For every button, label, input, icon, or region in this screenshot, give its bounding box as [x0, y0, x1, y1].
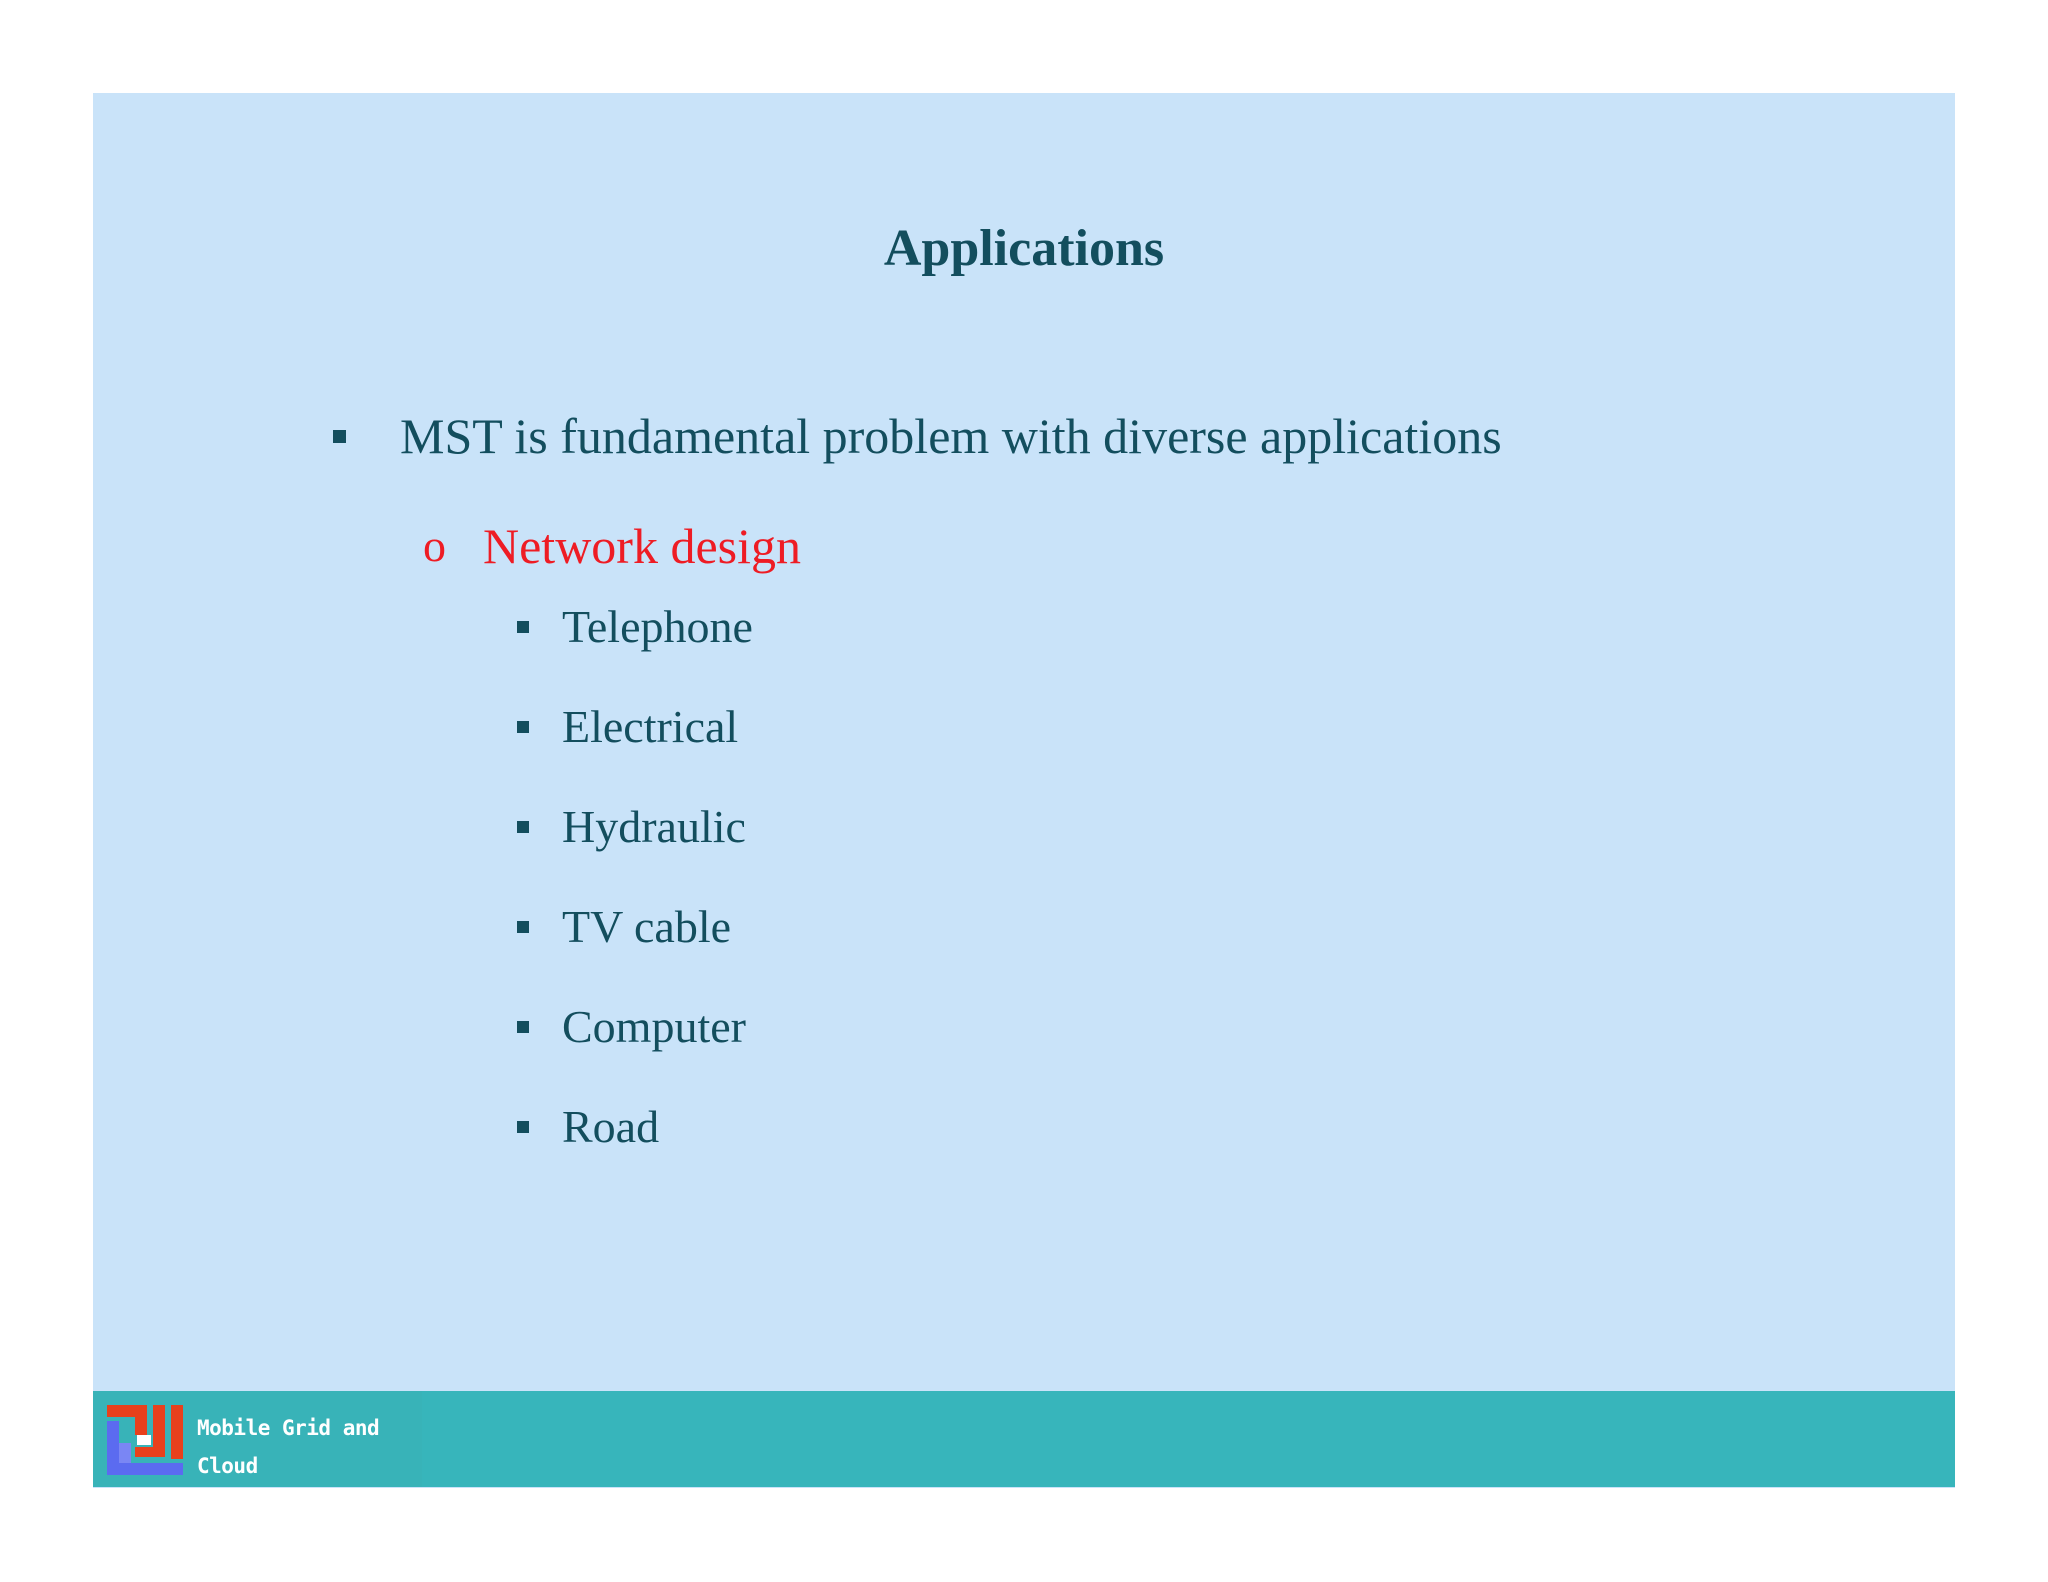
list-item-text: Hydraulic: [562, 801, 746, 852]
list-item-text: Road: [562, 1101, 660, 1152]
sub-heading: [423, 511, 801, 581]
slide: [93, 93, 1955, 1488]
lab-logo-icon: [107, 1405, 185, 1475]
square-bullet-icon: [517, 721, 529, 733]
lab-logo-line2: Computing Laboratory: [197, 1492, 319, 1554]
list-item-text: TV cable: [562, 901, 732, 952]
square-bullet-icon: [517, 1121, 529, 1133]
list-item: [517, 997, 746, 1057]
circle-bullet-icon: o: [423, 520, 446, 571]
slide-title: Applications: [883, 220, 1165, 277]
slide-footer: [93, 1391, 1955, 1554]
list-item: [517, 797, 746, 857]
lab-logo-text: [197, 1409, 422, 1561]
list-item: [517, 597, 753, 657]
main-bullet: [333, 401, 1502, 471]
square-bullet-icon: [517, 921, 529, 933]
square-bullet-icon: [517, 821, 529, 833]
lab-logo-line1: Mobile Grid and Cloud: [197, 1416, 380, 1478]
sub-heading-text: Network design: [483, 518, 801, 574]
square-bullet-icon: [333, 430, 346, 443]
list-item-text: Electrical: [562, 701, 739, 752]
square-bullet-icon: [517, 621, 529, 633]
main-bullet-text: MST is fundamental problem with diverse applications: [400, 408, 1502, 464]
square-bullet-icon: [517, 1021, 529, 1033]
list-item-text: Telephone: [562, 601, 753, 652]
list-item: [517, 1097, 659, 1157]
list-item: [517, 897, 731, 957]
list-item-text: Computer: [562, 1001, 746, 1052]
list-item: [517, 697, 738, 757]
lab-logo: [93, 1391, 422, 1554]
